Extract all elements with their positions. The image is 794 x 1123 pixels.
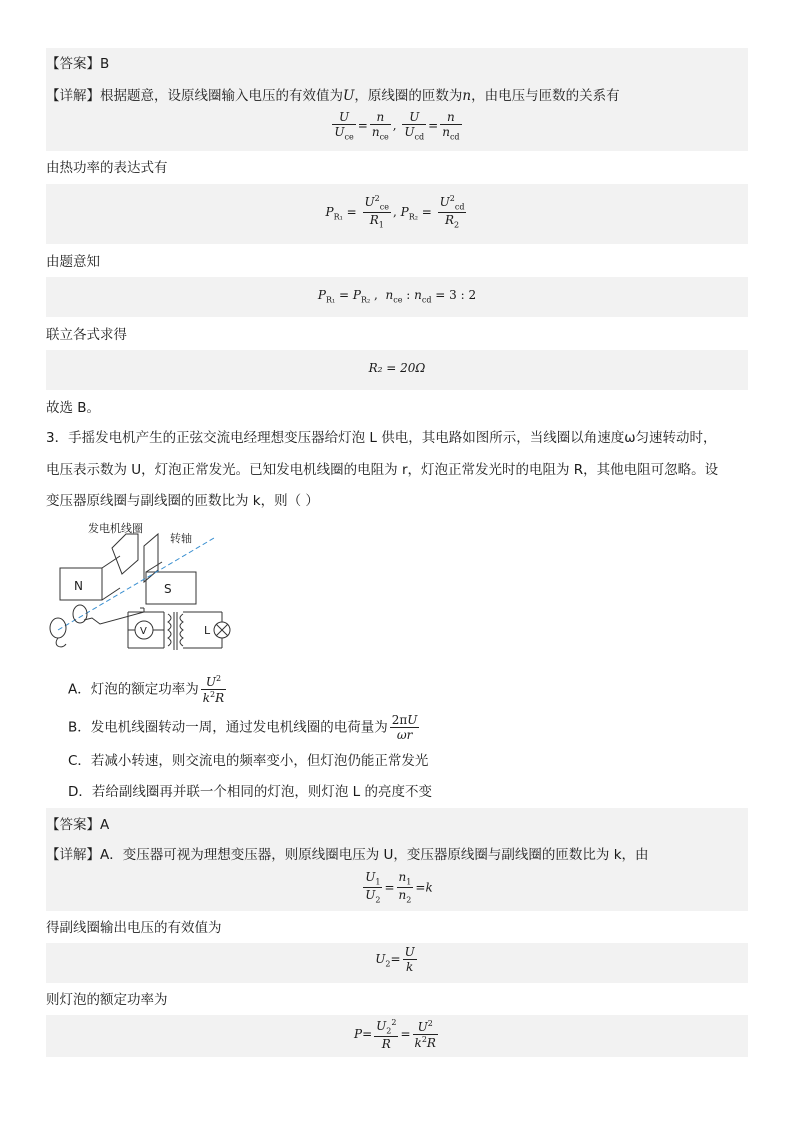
north-pole-label: N: [74, 579, 83, 593]
option-b: B．发电机线圈转动一周，通过发电机线圈的电荷量为 $\frac{2\pi U}{\omega r}$: [68, 713, 418, 742]
turns-ratio-equation: $\frac{U_1}{U_2}$ = $\frac{n_1}{n_2}$ =k: [365, 870, 433, 905]
coil-label: 发电机线圈: [88, 522, 143, 535]
rated-power-equation: P= $\frac{U_2^2}{R}$ = $\frac{U^2}{k^2R}$: [354, 1018, 436, 1052]
axis-label: 转轴: [170, 532, 192, 545]
question-stem-1: 3．手摇发电机产生的正弦交流电经理想变压器给灯泡 L 供电，其电路如图所示，当线圈以角速度ω匀速转动时，: [46, 430, 717, 446]
given-text: 由题意知: [46, 254, 100, 270]
option-a: A．灯泡的额定功率为 $\frac{U^2}{k^2R}$: [68, 674, 225, 705]
answer-line-q3: 【答案】A: [46, 817, 110, 833]
answer-label: 【答案】: [46, 56, 100, 72]
heat-power-text: 由热功率的表达式有: [46, 160, 168, 176]
result-equation: R₂ = 20Ω: [368, 361, 426, 375]
answer-line-q2: [46, 54, 109, 74]
answer-value: B: [100, 56, 110, 72]
given-equation: $P_{R_1} = P_{R_2}$ , $n_{ce}$ : $n_{cd} = 3$ : 2: [317, 288, 477, 305]
voltage-ratio-equation: $\frac{U}{U_{ce}}$ = $\frac{n}{n_{ce}}$ , $\frac{U}{U_{cd}}$ = $\frac{n}{n_{cd}}$: [334, 110, 460, 142]
option-d: D．若给副线圈再并联一个相同的灯泡，则灯泡 L 的亮度不变: [68, 784, 432, 800]
voltmeter-label: V: [140, 626, 147, 637]
option-c: C．若减小转速，则交流电的频率变小，但灯泡仍能正常发光: [68, 753, 429, 769]
question-stem-2: 电压表示数为 U，灯泡正常发光。已知发电机线圈的电阻为 r，灯泡正常发光时的电阻为 R，其他电阻可忽略。设: [46, 462, 719, 478]
heat-power-equation: $P_{R_1}$ = $\frac{U^2_{ce}}{R_1}$ , $P_{R_2}$ = $\frac{U^2_{cd}}{R_2}$: [325, 194, 465, 230]
secondary-voltage-text: 得副线圈输出电压的有效值为: [46, 920, 222, 936]
south-pole-label: S: [164, 582, 172, 596]
generator-circuit-figure: [44, 520, 244, 670]
combine-text: 联立各式求得: [46, 327, 127, 343]
detail-line-q3: 【详解】A．变压器可视为理想变压器，则原线圈电压为 U，变压器原线圈与副线圈的匝数比为 k，由: [46, 847, 649, 863]
detail-line-q2: 【详解】根据题意，设原线圈输入电压的有效值为U，原线圈的匝数为n，由电压与匝数的关系有: [46, 88, 620, 104]
secondary-voltage-equation: $U_2=$ $\frac{U}{k}$: [375, 945, 415, 974]
rated-power-text: 则灯泡的额定功率为: [46, 992, 168, 1008]
detail-label: 【详解】: [46, 88, 100, 104]
choose-text: 故选 B。: [46, 400, 101, 416]
lamp-label: L: [204, 624, 211, 637]
question-stem-3: 变压器原线圈与副线圈的匝数比为 k，则（ ）: [46, 493, 319, 509]
